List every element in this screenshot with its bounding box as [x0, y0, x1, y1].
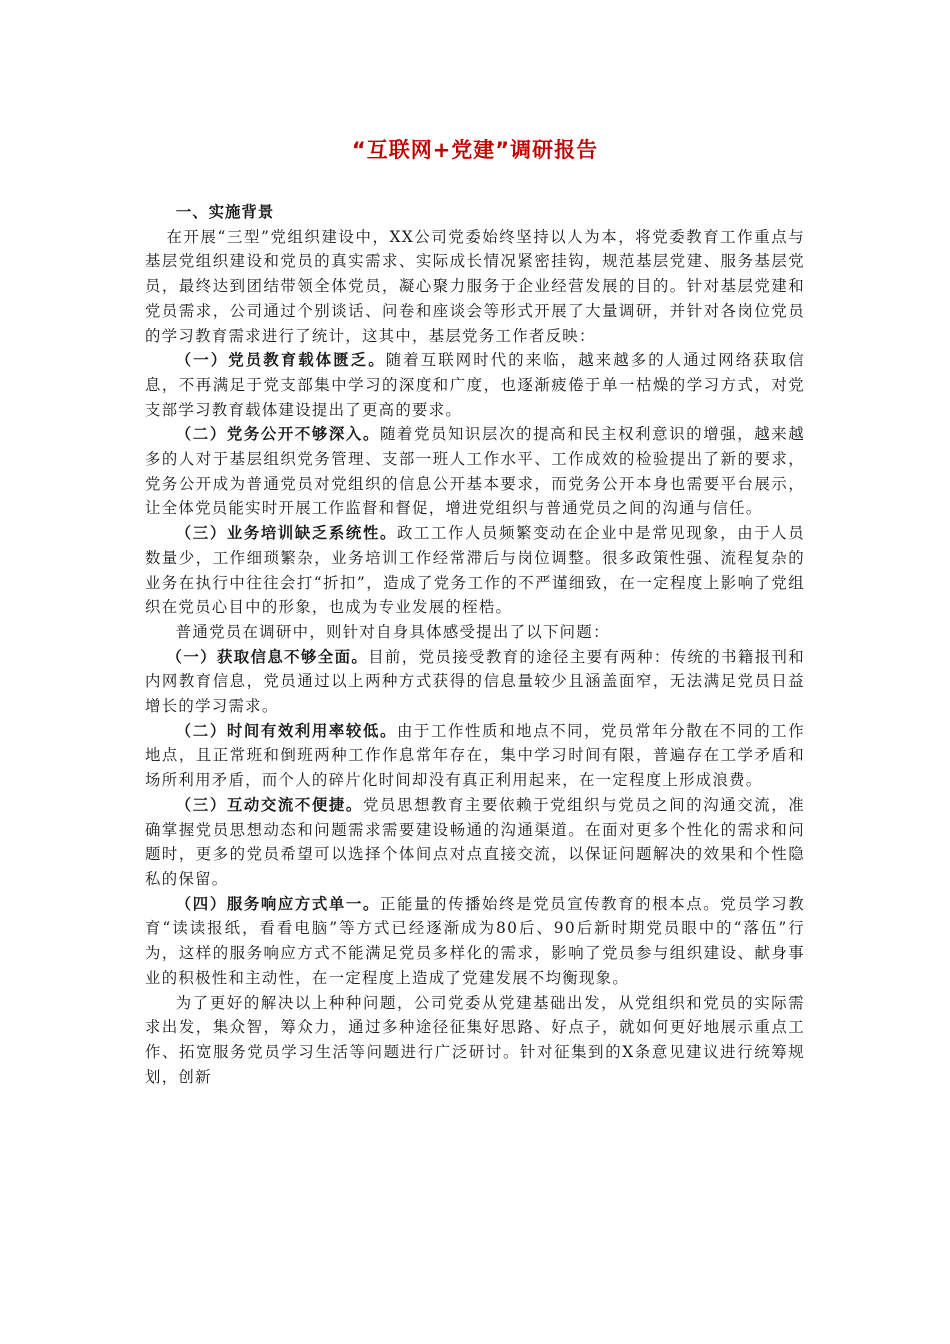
issue-text: 正能量的传播始终是党员宣传教育的根本点。党员学习教育“读读报纸，看看电脑”等方式已经逐渐成为80后、90后新时期党员眼中的“落伍”行为，这样的服务响应方式不能满足党员多样化的需求，影响了党员参与组织建设、献身事业的积极性和主动性，在一定程度上造成了党建发展不均衡现象。: [145, 894, 805, 987]
member-issue-2: [145, 719, 805, 793]
issue-text: 党员思想教育主要依赖于党组织与党员之间的沟通交流，准确掌握党员思想动态和问题需求需要建设畅通的沟通渠道。在面对更多个性化的需求和问题时，更多的党员希望可以选择个体间点对点直接交流，以保证问题解决的效果和个性隐私的保留。: [145, 795, 805, 888]
issue-text: 政工工作人员频繁变动在企业中是常见现象，由于人员数量少，工作细琐繁杂，业务培训工作经常滞后与岗位调整。很多政策性强、流程复杂的业务在执行中往往会打“折扣”，造成了党务工作的不严谨细致，在一定程度上影响了党组织在党员心目中的形象，也成为专业发展的桎梏。: [145, 524, 805, 617]
worker-issue-3: [145, 521, 805, 620]
issue-text: 由于工作性质和地点不同，党员常年分散在不同的工作地点，且正常班和倒班两种工作作息常年存在，集中学习时间有限，普遍存在工学矛盾和场所利用矛盾，而个人的碎片化时间却没有真正利用起来，在一定程度上形成浪费。: [145, 721, 805, 790]
worker-issue-2: [145, 422, 805, 521]
issue-text: 目前，党员接受教育的途径主要有两种：传统的书籍报刊和内网教育信息，党员通过以上两种方式获得的信息量较少且涵盖面窄，无法满足党员日益增长的学习需求。: [145, 647, 805, 716]
member-issue-1: [145, 645, 805, 719]
intro-paragraph: 在开展“三型”党组织建设中，XX公司党委始终坚持以人为本，将党委教育工作重点与基层党组织建设和党员的真实需求、实际成长情况紧密挂钩，规范基层党建、服务基层党员，最终达到团结带领全体党员，凝心聚力服务于企业经营发展的目的。针对基层党建和党员需求，公司通过个别谈话、问卷和座谈会等形式开展了大量调研，并针对各岗位党员的学习教育需求进行了统计，这其中，基层党务工作者反映：: [145, 227, 805, 345]
issue-lead: （四）服务响应方式单一。: [175, 894, 380, 913]
member-issue-3: [145, 793, 805, 892]
issue-lead: （二）时间有效利用率较低。: [175, 721, 397, 740]
member-intro-paragraph: 普通党员在调研中，则针对自身具体感受提出了以下问题：: [175, 622, 610, 641]
document-body: [145, 200, 805, 1089]
section-heading: 一、实施背景: [175, 203, 275, 221]
issue-text: 随着互联网时代的来临，越来越多的人通过网络获取信息，不再满足于党支部集中学习的深度和广度，也逐渐疲倦于单一枯燥的学习方式，对党支部学习教育载体建设提出了更高的要求。: [145, 351, 805, 419]
issue-lead: （二）党务公开不够深入。: [175, 425, 380, 444]
issue-lead: （一）党员教育载体匮乏。: [175, 351, 386, 370]
issue-lead: （三）互动交流不便捷。: [175, 795, 363, 814]
issue-lead: （一）获取信息不够全面。: [166, 647, 369, 666]
document-title: “互联网+党建”调研报告: [351, 138, 599, 162]
member-issue-4: [145, 892, 805, 991]
worker-issue-1: [145, 348, 805, 422]
closing-paragraph: 为了更好的解决以上种种问题，公司党委从党建基础出发，从党组织和党员的实际需求出发，集众智，筹众力，通过多种途径征集好思路、好点子，就如何更好地展示重点工作、拓宽服务党员学习生活等问题进行广泛研讨。针对征集到的X条意见建议进行统筹规划，创新: [145, 993, 805, 1086]
issue-lead: （三）业务培训缺乏系统性。: [175, 524, 397, 543]
issue-text: 随着党员知识层次的提高和民主权利意识的增强，越来越多的人对于基层组织党务管理、支部一班人工作水平、工作成效的检验提出了新的要求，党务公开成为普通党员对党组织的信息公开基本要求，而党务公开本身也需要平台展示，让全体党员能实时开展工作监督和督促，增进党组织与普通党员之间的沟通与信任。: [145, 425, 805, 518]
